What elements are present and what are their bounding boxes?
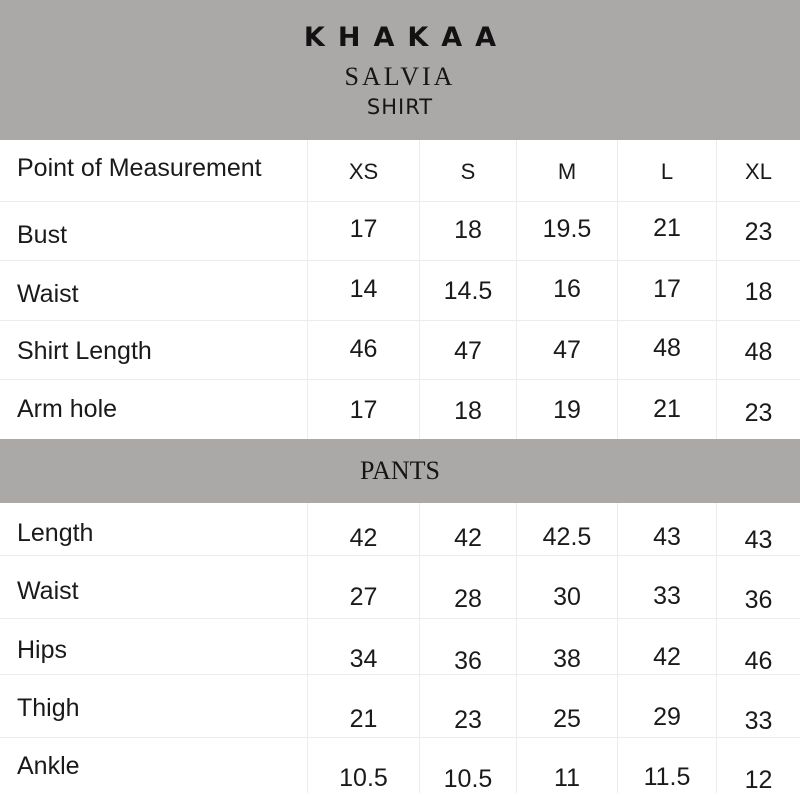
measurement-value: 14 (349, 275, 378, 303)
table-row (0, 320, 800, 380)
measurement-label: Hips (17, 636, 68, 664)
table-row (0, 379, 800, 439)
table-row (0, 555, 800, 619)
header-cell-xs (307, 140, 419, 201)
measurement-value: 42.5 (542, 523, 592, 551)
point-of-measurement-label: Point of Measurement (17, 154, 262, 182)
measurement-value: 19 (553, 396, 581, 424)
measurement-value: 46 (744, 647, 773, 675)
measurement-value: 33 (653, 582, 681, 610)
measurement-value: 28 (454, 585, 482, 613)
measurement-value: 23 (454, 706, 482, 734)
measurement-value: 18 (454, 216, 482, 244)
table-row (0, 674, 800, 738)
size-label-xs: XS (348, 159, 379, 184)
collection-title: SALVIA (344, 62, 456, 91)
measurement-value: 29 (653, 703, 681, 731)
measurement-value: 17 (349, 215, 378, 243)
header-cell-s (419, 140, 516, 201)
header-cell-xl (716, 140, 800, 201)
measurement-label: Bust (17, 221, 68, 249)
measurement-value: 33 (744, 707, 773, 735)
measurement-value: 42 (454, 524, 482, 552)
measurement-value: 18 (744, 278, 773, 306)
measurement-value: 46 (349, 335, 378, 363)
measurement-value: 43 (744, 526, 773, 554)
measurement-value: 42 (653, 643, 681, 671)
measurement-value: 47 (454, 337, 482, 365)
measurement-value: 21 (653, 214, 681, 242)
measurement-value: 38 (553, 645, 581, 673)
product-title: SHIRT (366, 95, 434, 119)
measurement-value: 36 (454, 647, 482, 675)
header-cell-l (617, 140, 716, 201)
measurement-value: 27 (349, 583, 378, 611)
measurement-value: 48 (653, 334, 681, 362)
measurement-value: 23 (744, 399, 773, 427)
measurement-value: 34 (349, 645, 378, 673)
measurement-value: 47 (553, 336, 581, 364)
table-row (0, 618, 800, 675)
size-label-l: L (660, 159, 674, 184)
measurement-value: 12 (744, 766, 773, 794)
measurement-label: Thigh (17, 694, 80, 722)
measurement-value: 17 (653, 275, 681, 303)
measurement-value: 36 (744, 586, 773, 614)
table-row (0, 260, 800, 321)
measurement-value: 17 (349, 396, 378, 424)
measurement-label: Length (17, 519, 94, 547)
measurement-label: Waist (17, 577, 79, 605)
measurement-value: 19.5 (542, 215, 592, 243)
measurement-label: Ankle (17, 752, 80, 780)
table-row (0, 201, 800, 261)
measurement-label: Arm hole (17, 395, 118, 423)
size-label-xl: XL (745, 159, 772, 184)
measurement-value: 21 (349, 705, 378, 733)
measurement-value: 42 (349, 524, 378, 552)
measurement-value: 11 (554, 764, 580, 792)
header-cell-m (516, 140, 617, 201)
measurement-value: 18 (454, 397, 482, 425)
measurement-label: Shirt Length (17, 337, 152, 365)
brand-logo: KHAKAA (303, 22, 510, 53)
size-header-row (0, 140, 800, 202)
size-label-s: S (460, 159, 476, 184)
measurement-label: Waist (17, 280, 79, 308)
size-label-m: M (557, 159, 577, 184)
header-cell-point (0, 140, 307, 201)
measurement-value: 23 (744, 218, 773, 246)
measurement-value: 11.5 (643, 763, 691, 791)
measurement-value: 10.5 (339, 764, 388, 792)
measurement-value: 48 (744, 338, 773, 366)
pants-section-title: PANTS (360, 456, 440, 485)
measurement-value: 14.5 (443, 277, 493, 305)
measurement-value: 10.5 (443, 765, 493, 793)
measurement-value: 30 (553, 583, 581, 611)
table-row (0, 503, 800, 556)
measurement-value: 25 (553, 705, 581, 733)
measurement-value: 21 (653, 395, 681, 423)
measurement-value: 43 (653, 523, 681, 551)
table-row (0, 737, 800, 793)
measurement-value: 16 (553, 275, 581, 303)
